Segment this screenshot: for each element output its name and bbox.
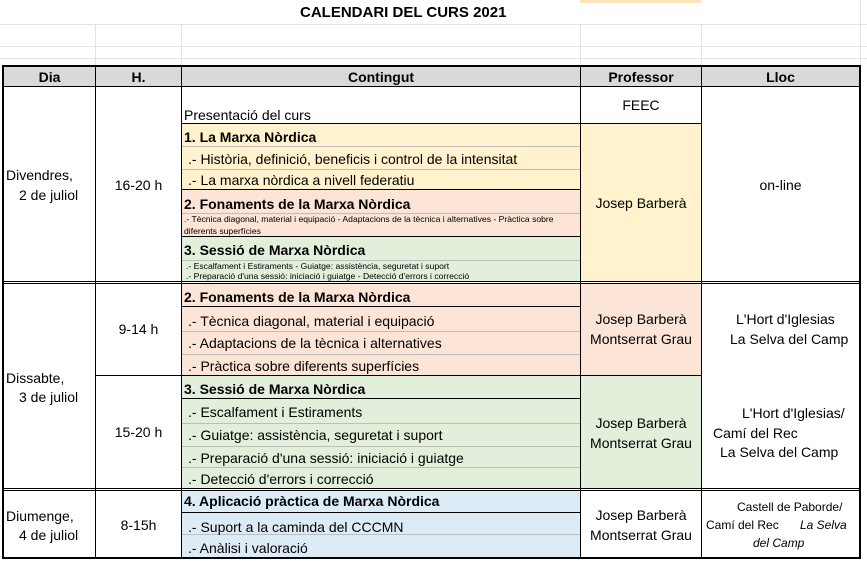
module-2-item: .- Pràctica sobre diferents superfícies	[188, 358, 420, 374]
module-3-summary: .- Preparació d'una sessió: iniciació i guiatge - Detecció d'errors i correcció	[186, 271, 470, 281]
professor-dissabte-morning: Montserrat Grau	[590, 331, 692, 347]
hours-dissabte-morning: 9-14 h	[118, 321, 159, 337]
module-2-title: 2. Fonaments de la Marxa Nòrdica	[184, 289, 411, 305]
day-diumenge: Diumenge,	[6, 508, 74, 524]
place-diumenge: del Camp	[753, 536, 805, 550]
module-2-item: .- Tècnica diagonal, material i equipació	[188, 313, 435, 329]
module-1-title: 1. La Marxa Nòrdica	[184, 129, 317, 145]
professor-dissabte-morning: Josep Barberà	[595, 311, 687, 327]
date-diumenge: 4 de juliol	[19, 527, 79, 543]
professor-divendres: Josep Barberà	[595, 195, 687, 211]
date-dissabte: 3 de juliol	[19, 389, 79, 405]
professor-feec: FEEC	[622, 97, 660, 113]
hours-divendres: 16-20 h	[114, 177, 163, 193]
header-dia: Dia	[38, 69, 61, 85]
professor-diumenge: Josep Barberà	[595, 507, 687, 523]
module-2-title: 2. Fonaments de la Marxa Nòrdica	[184, 196, 411, 212]
module-4-item: .- Suport a la caminda del CCCMN	[188, 519, 404, 535]
module-2-summary: .- Tècnica diagonal, material i equipació - Adaptacions de la tècnica i alternatives - Pràctica sobre diferents superfícies	[184, 214, 554, 236]
module-3-summary: .- Escalfament i Estiraments - Guiatge: assistència, seguretat i suport	[186, 261, 450, 271]
place-diumenge: Castell de Paborde/	[737, 500, 843, 514]
module-3-title: 3. Sessió de Marxa Nòrdica	[184, 381, 366, 397]
day-dissabte: Dissabte,	[6, 370, 65, 386]
title-accent	[580, 0, 701, 3]
module-4-title: 4. Aplicació pràctica de Marxa Nòrdica	[184, 493, 440, 509]
professor-dissabte-afternoon: Montserrat Grau	[590, 435, 692, 451]
hours-diumenge: 8-15h	[120, 517, 157, 533]
module-3-title: 3. Sessió de Marxa Nòrdica	[184, 242, 366, 258]
module-3-item: .- Preparació d'una sessió: iniciació i guiatge	[188, 450, 464, 466]
header-professor: Professor	[608, 69, 674, 85]
module-3-item: .- Detecció d'errors i correcció	[188, 471, 374, 487]
module-1-item: .- La marxa nòrdica a nivell federatiu	[188, 172, 415, 188]
header-lloc: Lloc	[766, 69, 795, 85]
header-hora: H.	[131, 69, 146, 85]
place-dissabte-morning: L'Hort d'Iglesias	[736, 311, 835, 327]
presentacio-text: Presentació del curs	[184, 107, 311, 123]
place-diumenge: Camí del Rec	[706, 518, 779, 532]
module-3-item: .- Guiatge: assistència, seguretat i suport	[188, 427, 443, 443]
place-dissabte-morning: La Selva del Camp	[730, 331, 849, 347]
place-dissabte-afternoon: La Selva del Camp	[720, 444, 839, 460]
hours-dissabte-afternoon: 15-20 h	[114, 424, 163, 440]
professor-dissabte-afternoon: Josep Barberà	[595, 415, 687, 431]
module-2-item: .- Adaptacions de la tècnica i alternatives	[188, 335, 442, 351]
page-title: CALENDARI DEL CURS 2021	[300, 4, 507, 21]
module-1-item: .- Història, definició, beneficis i control de la intensitat	[188, 151, 518, 167]
date-divendres: 2 de juliol	[19, 187, 79, 203]
professor-diumenge: Montserrat Grau	[590, 527, 692, 543]
header-contingut: Contingut	[347, 69, 415, 85]
place-divendres: on-line	[759, 177, 802, 193]
place-dissabte-afternoon: L'Hort d'Iglesias/	[742, 405, 845, 421]
day-divendres: Divendres,	[6, 167, 73, 183]
module-3-item: .- Escalfament i Estiraments	[188, 404, 363, 420]
module-4-item: .- Anàlisi i valoració	[188, 540, 308, 556]
place-diumenge: La Selva	[800, 518, 847, 532]
place-dissabte-afternoon: Camí del Rec	[713, 425, 798, 441]
